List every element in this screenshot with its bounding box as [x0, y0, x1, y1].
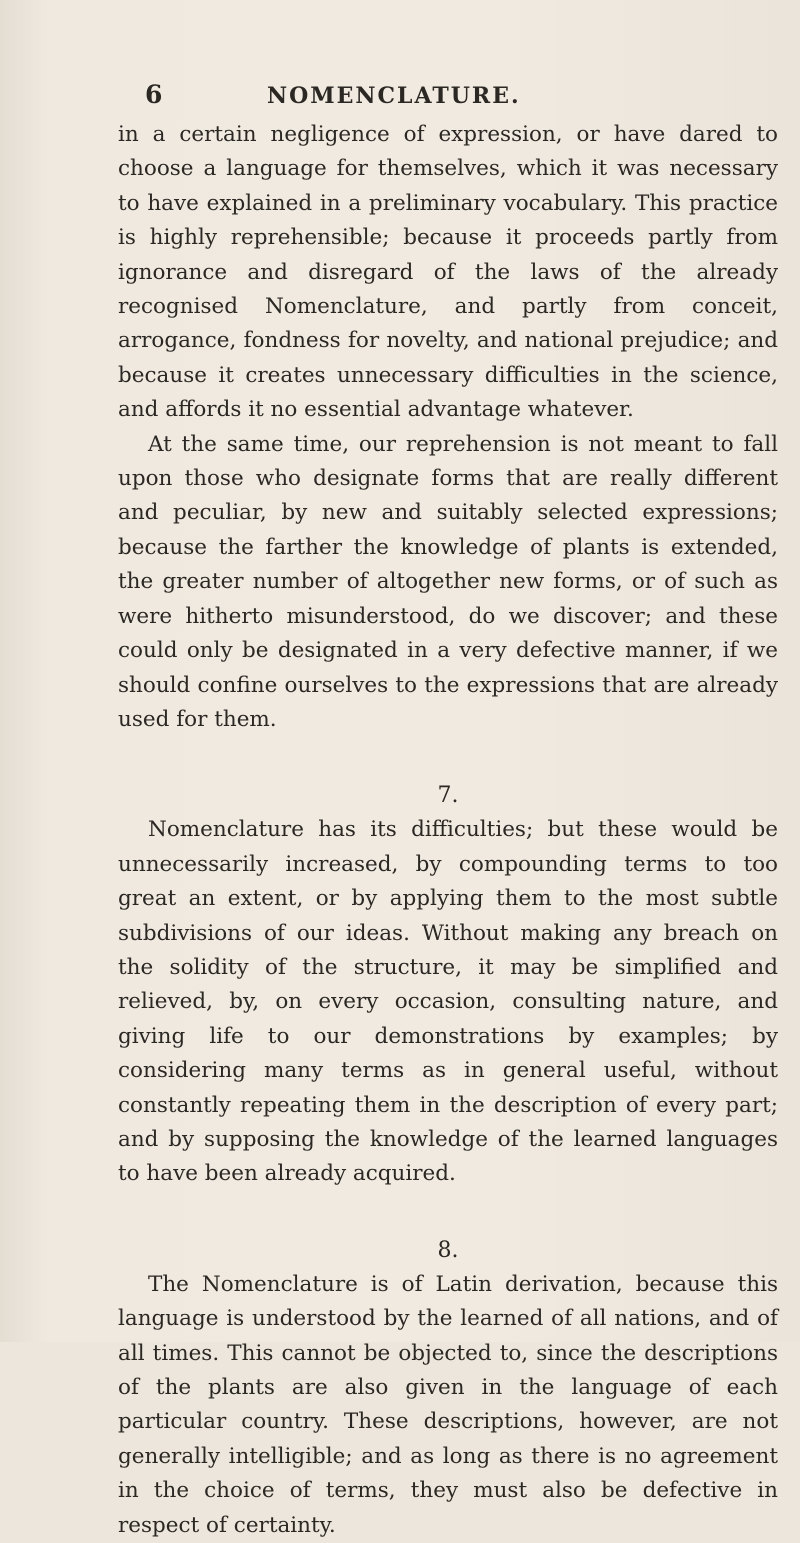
page-body — [118, 118, 778, 1543]
paragraph-section-7: Nomenclature has its difficulties; but these would be unnecessarily increased, by compounding terms to too great an extent, or by applying them to the most subtle subdivisions of our ideas. Without making any breach on the solidity of the structure, it may be simplified and relieved, by, on every occasion, consulting nature, and giving life to our demonstrations by examples; by considering many terms as in general useful, without constantly repeating them in the description of every part; and by supposing the knowledge of the learned languages to have been already acquired. — [118, 817, 778, 1187]
paragraph-continued: in a certain negligence of expression, or have dared to choose a language for themselves, which it was necessary to have explained in a preliminary vocabulary. This practice is highly reprehensible; because it proceeds partly from ignorance and disregard of the laws of the already recognised Nomenclature, and partly from conceit, arrogance, fondness for novelty, and national prejudice; and because it creates unnecessary difficulties in the science, and affords it no essential advantage whatever. — [118, 122, 778, 423]
running-head: NOMENCLATURE. — [267, 83, 521, 109]
page-number: 6 — [145, 80, 163, 109]
paragraph-reprehension: At the same time, our reprehension is not meant to fall upon those who designate forms that are really different and peculiar, by new and suitably selected expressions; because the farther the knowledge of plants is extended, the greater number of altogether new forms, or of such as were hitherto misunderstood, do we discover; and these could only be designated in a very defective manner, if we should confine ourselves to the expressions that are already used for them. — [118, 431, 778, 732]
section-number-8: 8. — [437, 1237, 459, 1263]
paragraph-section-8: The Nomenclature is of Latin derivation, because this language is understood by the learned of all nations, and of all times. This cannot be objected to, since the descriptions of the plants are also given in the language of each particular country. These descriptions, however, are not generally intelligible; and as long as there is no agreement in the choice of terms, they must also be defective in respect of certainty. — [118, 1271, 778, 1538]
section-number-7: 7. — [437, 783, 459, 809]
page-header — [145, 80, 740, 110]
